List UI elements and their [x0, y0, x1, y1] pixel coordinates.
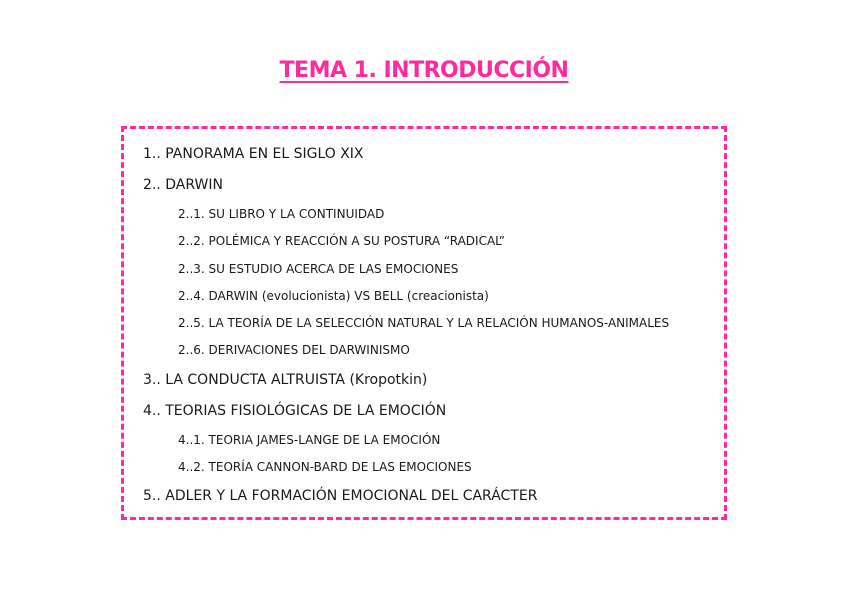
toc-item-1: 1.. PANORAMA EN EL SIGLO XIX: [143, 146, 364, 162]
toc-item-4: 4.. TEORIAS FISIOLÓGICAS DE LA EMOCIÓN: [143, 403, 447, 419]
toc-subitem-4-2: 4..2. TEORÍA CANNON-BARD DE LAS EMOCIONES: [178, 460, 472, 474]
toc-subitem-2-5: 2..5. LA TEORÍA DE LA SELECCIÓN NATURAL Y LA RELACIÓN HUMANOS-ANIMALES: [178, 316, 670, 330]
page-title: [0, 58, 848, 83]
toc-subitem-2-4: 2..4. DARWIN (evolucionista) VS BELL (creacionista): [178, 289, 489, 303]
toc-item-5: 5.. ADLER Y LA FORMACIÓN EMOCIONAL DEL CARÁCTER: [143, 488, 538, 504]
toc-subitem-2-2: 2..2. POLÉMICA Y REACCIÓN A SU POSTURA “RADICAL”: [178, 234, 505, 248]
toc-item-3: 3.. LA CONDUCTA ALTRUISTA (Kropotkin): [143, 372, 428, 388]
page-title-text: TEMA 1. INTRODUCCIÓN: [279, 58, 569, 83]
toc-subitem-4-1: 4..1. TEORIA JAMES-LANGE DE LA EMOCIÓN: [178, 433, 441, 447]
toc-subitem-2-6: 2..6. DERIVACIONES DEL DARWINISMO: [178, 343, 410, 357]
toc-subitem-2-1: 2..1. SU LIBRO Y LA CONTINUIDAD: [178, 207, 385, 221]
toc-item-2: 2.. DARWIN: [143, 177, 223, 193]
toc-subitem-2-3: 2..3. SU ESTUDIO ACERCA DE LAS EMOCIONES: [178, 262, 459, 276]
